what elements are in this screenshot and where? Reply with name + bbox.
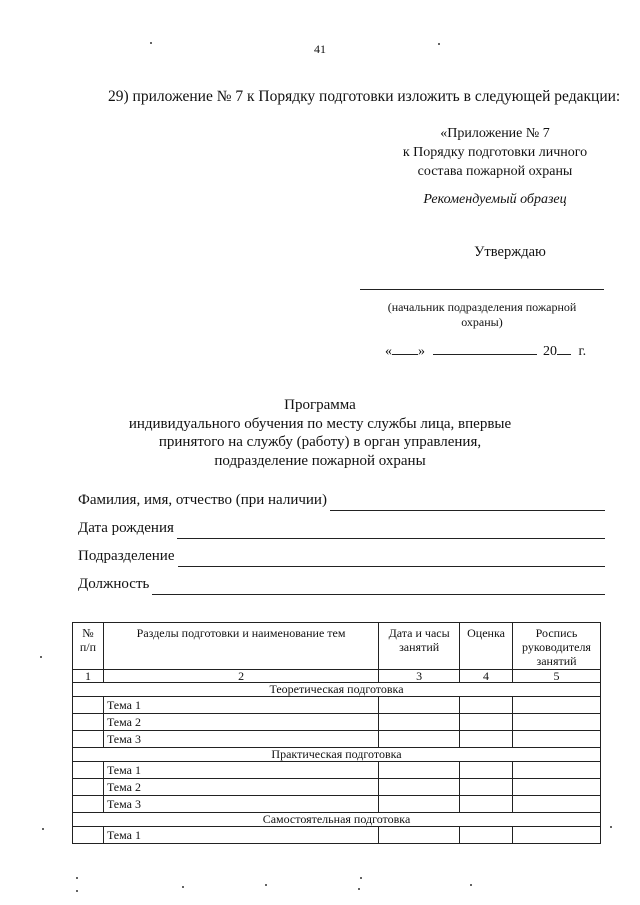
header-sections: Разделы подготовки и наименование тем [103,623,378,670]
day-blank [392,342,418,355]
recommended-label: Рекомендуемый образец [423,192,567,207]
column-number-5: 5 [513,670,601,683]
scan-speck [265,884,267,886]
signature-caption: (начальник подразделения пожарной охраны) [387,300,577,329]
month-blank [433,342,537,355]
field-birthdate-line [177,538,605,539]
field-birthdate-label: Дата рождения [78,520,174,536]
topic-cell: Тема 2 [103,714,378,731]
section-theory: Теоретическая подготовка [73,683,601,697]
page-number: 41 [314,42,326,56]
title-line-4: подразделение пожарной охраны [214,452,426,469]
header-date-hours: Дата и часы занятий [379,623,460,670]
topic-cell: Тема 1 [103,697,378,714]
signature-line [360,289,604,290]
scan-speck [360,877,362,879]
topic-cell: Тема 1 [103,827,378,844]
scan-speck [40,656,42,658]
topic-cell: Тема 3 [103,731,378,748]
title-line-1: Программа [284,397,356,413]
section-self-study: Самостоятельная подготовка [73,813,601,827]
topic-cell: Тема 2 [103,779,378,796]
field-position-label: Должность [78,576,150,592]
scan-speck [76,877,78,879]
table-row [73,714,601,731]
appendix-line-3: состава пожарной охраны [417,164,573,179]
date-open-quote: « [385,344,392,359]
intro-text: 29) приложение № 7 к Порядку подготовки изложить в следующей редакции: [108,88,621,105]
field-unit-label: Подразделение [78,548,175,564]
topic-cell: Тема 3 [103,796,378,813]
field-unit-line [178,566,605,567]
column-number-1: 1 [73,670,104,683]
scan-speck [150,42,152,44]
date-close-quote: » [418,344,425,359]
column-number-2: 2 [103,670,378,683]
column-number-3: 3 [379,670,460,683]
appendix-heading [395,124,595,181]
table-row [73,779,601,796]
year-prefix: 20 [543,344,557,359]
scan-speck [76,890,78,892]
scan-speck [42,828,44,830]
table-row [73,762,601,779]
section-practice: Практическая подготовка [73,748,601,762]
program-title [100,396,540,470]
table-row [73,731,601,748]
scan-speck [470,884,472,886]
year-suffix: г. [578,344,587,359]
scan-speck [610,826,612,828]
header-grade: Оценка [460,623,513,670]
header-signature: Роспись руководителя занятий [513,623,601,670]
field-full-name-line [330,510,605,511]
header-number: № п/п [73,623,104,670]
program-table [72,622,601,844]
scan-speck [438,43,440,45]
topic-cell: Тема 1 [103,762,378,779]
field-full-name-label: Фамилия, имя, отчество (при наличии) [78,492,327,508]
appendix-line-1: «Приложение № 7 [440,126,550,141]
title-line-3: принятого на службу (работу) в орган управления, [158,434,482,450]
table-row [73,796,601,813]
table-row [73,827,601,844]
appendix-line-2: к Порядку подготовки личного [402,145,588,160]
date-line [385,342,586,360]
approve-label: Утверждаю [474,244,546,260]
title-line-2: индивидуального обучения по месту службы лица, впервые [128,415,512,432]
year-blank [557,342,571,355]
table-row [73,697,601,714]
scan-speck [358,888,360,890]
field-position-line [152,594,605,595]
column-number-4: 4 [460,670,513,683]
scan-speck [182,886,184,888]
